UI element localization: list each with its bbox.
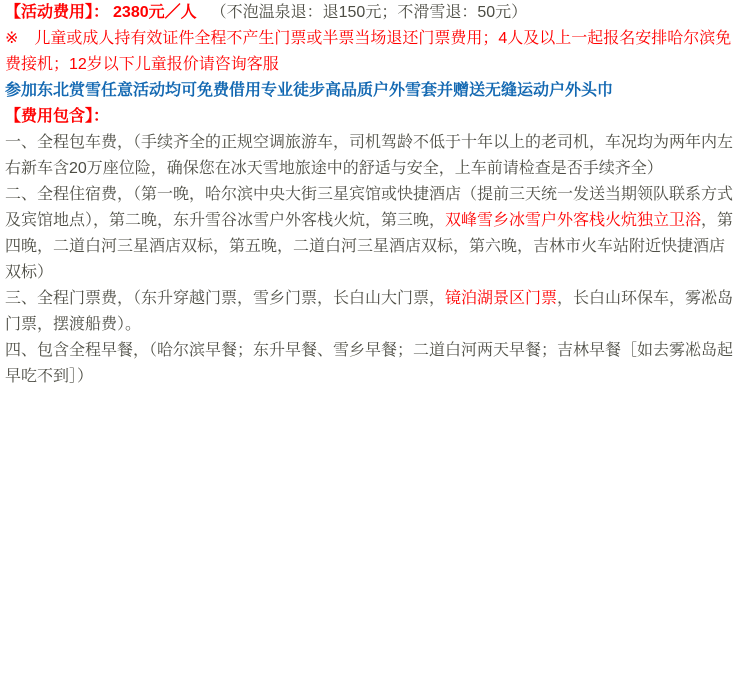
activity-fee-label: 【活动费用】： xyxy=(5,4,110,21)
fee-item-tickets xyxy=(5,286,740,338)
tickets-text-post: ，长白山环保车，雾凇岛门票，摆渡船费）。 xyxy=(5,290,734,333)
price-line xyxy=(5,0,740,26)
child-policy-notice: ※ 儿童或成人持有效证件全程不产生门票或半票当场退还门票费用；4人及以上一起报名安排哈尔滨免费接机；12岁以下儿童报价请咨询客服 xyxy=(5,30,732,73)
fee-item-transport: 一、全程包车费，（手续齐全的正规空调旅游车，司机驾龄不低于十年以上的老司机，车况均为两年内左右新车含20万座位险，确保您在冰天雪地旅途中的舒适与安全，上车前请检查是否手续齐全） xyxy=(5,134,734,177)
activity-fee-price: 2380元／人 xyxy=(113,4,197,21)
lodging-text-pre: 二、全程住宿费，（第一晚，哈尔滨中央大街三星宾馆或快捷酒店（提前三天统一发送当期领队联系方式及宾馆地点），第二晚，东升雪谷冰雪户外客栈火炕，第三晚， xyxy=(5,186,734,229)
refund-note: （不泡温泉退：退150元；不滑雪退：50元） xyxy=(210,4,528,21)
tickets-highlight: 镜泊湖景区门票 xyxy=(445,290,558,307)
tickets-text-pre: 三、全程门票费，（东升穿越门票，雪乡门票，长白山大门票， xyxy=(5,290,446,307)
lodging-highlight: 双峰雪乡冰雪户外客栈火炕独立卫浴 xyxy=(445,212,702,229)
fee-item-lodging xyxy=(5,182,740,286)
lodging-text-post: ，第四晚，二道白河三星酒店双标，第五晚，二道白河三星酒店双标，第六晚，吉林市火车站附近快捷酒店双标） xyxy=(5,212,734,281)
fee-item-breakfast: 四、包含全程早餐，（哈尔滨早餐；东升早餐、雪乡早餐；二道白河两天早餐；吉林早餐［如去雾凇岛起早吃不到］） xyxy=(5,342,734,385)
gear-gift-notice: 参加东北赏雪任意活动均可免费借用专业徒步高品质户外雪套并赠送无缝运动户外头巾 xyxy=(5,82,614,99)
fee-includes-heading: 【费用包含】： xyxy=(5,108,110,125)
